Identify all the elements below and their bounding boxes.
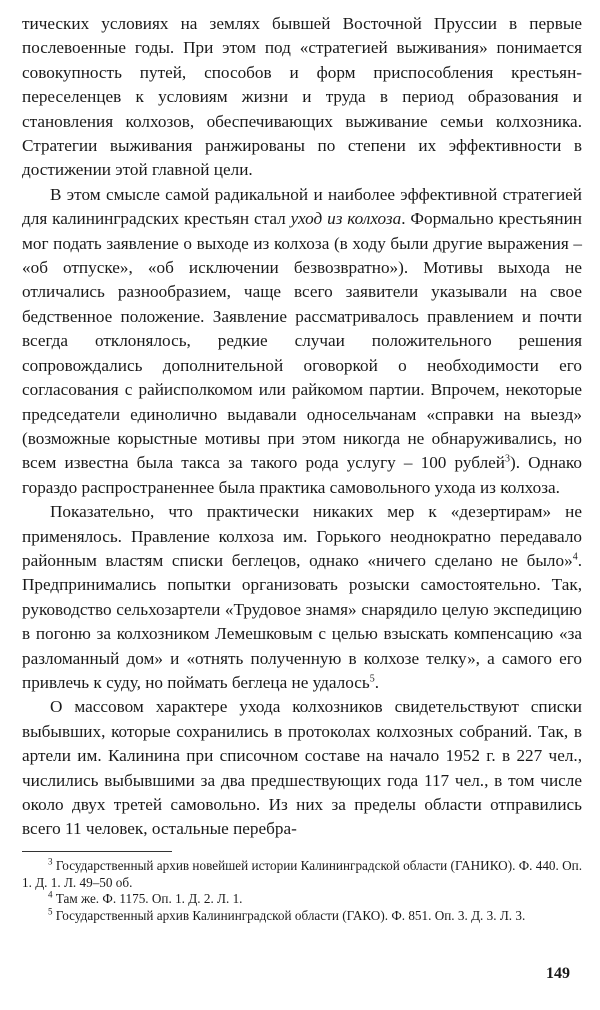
footnote-ref-5: 5 <box>369 673 375 685</box>
paragraph-3 <box>22 500 582 695</box>
footnote-4 <box>22 891 582 908</box>
page-number: 149 <box>546 965 570 982</box>
footnote-divider <box>22 851 172 852</box>
paragraph-3-text-b: . Предпринимались попытки организовать розыски самостоятельно. Так, руководство сельхозартели «Трудовое знамя» снарядило целую экспедицию в погоню за колхозником Лемешковым с целью взыскать компенсацию «за разломанный дом» и «отнять полученную в колхозе телку», а самого его привлечь к суду, но поймать беглеца не удалось <box>22 550 582 692</box>
footnote-3-text: Государственный архив новейшей истории Калининградской области (ГАНИКО). Ф. 440. Оп. 1. Д. 1. Л. 49–50 об. <box>22 858 582 890</box>
paragraph-2-text-c: ). Однако гораздо распространеннее была практика самовольного ухода из колхоза. <box>22 453 582 497</box>
footnote-ref-4: 4 <box>572 551 578 563</box>
footnote-3 <box>22 858 582 891</box>
footnote-5 <box>22 908 582 925</box>
footnotes <box>22 858 582 924</box>
paragraph-4: О массовом характере ухода колхозников свидетельствуют списки выбывших, которые сохранились в протоколах колхозных собраний. Так, в артели им. Калинина при списочном составе на начало 1952 г. в 227 чел., числились выбывшими за два предшествующих года 117 чел., в том числе около двух третей самовольно. Из них за пределы области отправились всего 11 человек, остальные перебра- <box>22 697 582 839</box>
paragraph-2-text-a: В этом смысле самой радикальной и наиболее эффективной стратегией для калининградских крестьян стал <box>22 184 582 229</box>
paragraph-3-text-c: . <box>374 672 380 692</box>
paragraph-2-emphasis: уход из колхоза <box>290 209 402 229</box>
footnote-3-mark: 3 <box>48 856 53 867</box>
paragraph-1: тических условиях на землях бывшей Восточной Пруссии в первые послевоенные годы. При этом под «стратегией выживания» понимается совокупность путей, способов и форм приспособления крестьян-переселенцев к условиям жизни и труда в период образования и становления колхозов, обеспечивающих выживание семьи колхозника. Стратегии выживания ранжированы по степени их эффективности в достижении этой главной цели. <box>22 14 582 180</box>
paragraph-3-text-a: Показательно, что практически никаких мер к «дезертирам» не применялось. Правление колхоза им. Горького неоднократно передавало районным властям списки беглецов, однако «ничего сделано не было» <box>22 502 582 570</box>
footnote-4-mark: 4 <box>48 889 53 900</box>
paragraph-2 <box>22 183 582 500</box>
footnote-4-text: Там же. Ф. 1175. Оп. 1. Д. 2. Л. 1. <box>55 891 243 907</box>
footnote-5-text: Государственный архив Калининградской области (ГАКО). Ф. 851. Оп. 3. Д. 3. Л. 3. <box>55 907 526 923</box>
footnote-ref-3: 3 <box>505 453 510 465</box>
footnote-5-mark: 5 <box>48 906 53 917</box>
body-text <box>22 12 582 842</box>
paragraph-2-text-b: . Формально крестьянин мог подать заявление о выходе из колхоза (в ходу были другие выражения – «об отпуске», «об исключении безвозвратно»). Мотивы выхода не отличались разнообразием, чаще всего заявители указывали на свое бедственное положение. Заявление рассматривалось правлением и почти всегда отклонялось, редкие случаи положительного решения сопровождались дополнительной оговоркой о необходимости его согласования с райисполкомом или райкомом партии. Впрочем, некоторые председатели единолично выдавали односельчанам «справки на выезд» (возможные корыстные мотивы при этом никогда не обнаруживались, но всем известна была такса за такого рода услугу – 100 рублей <box>22 209 583 473</box>
